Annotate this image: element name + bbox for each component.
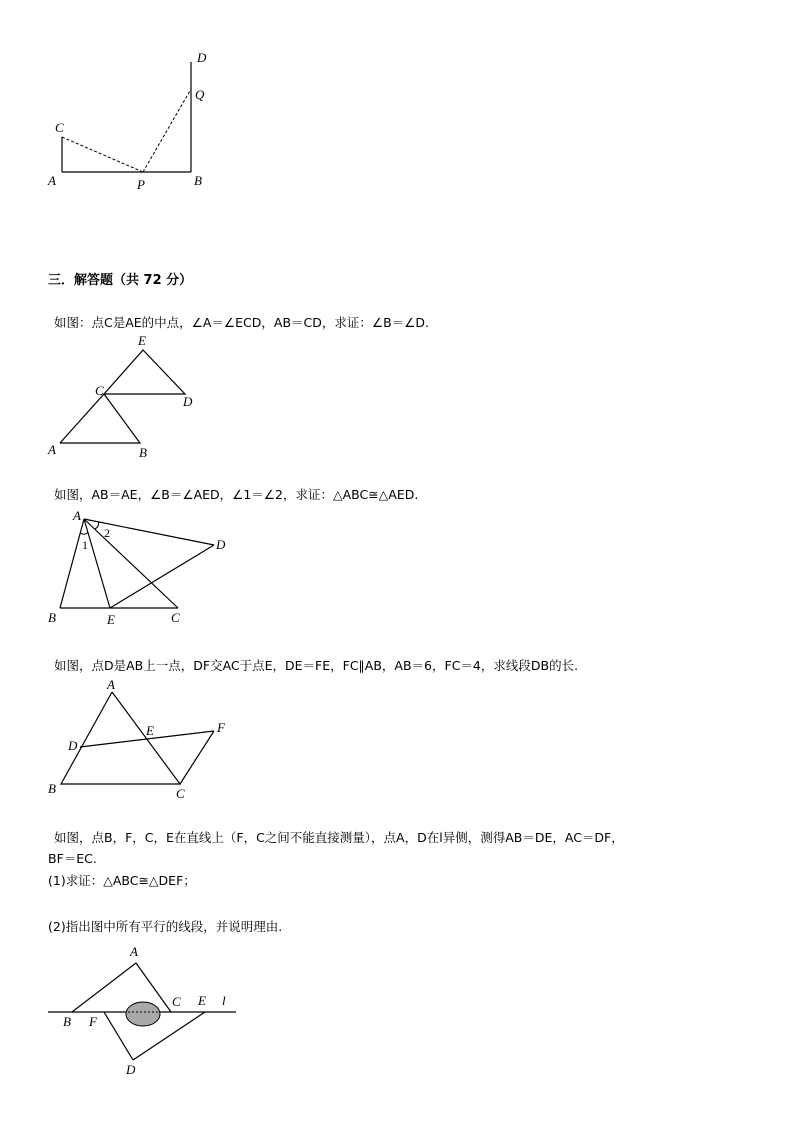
problem-3-text: 如图，点D是AB上一点，DF交AC于点E，DE＝FE，FC∥AB，AB＝6，FC＝4，求线段DB的长. <box>54 658 579 673</box>
obstacle-ellipse <box>126 1002 160 1026</box>
fig2-label-a: A <box>73 508 81 523</box>
fig1-label-b: B <box>139 445 147 460</box>
fig1-label-e: E <box>138 333 146 348</box>
fig0-label-b: B <box>194 173 202 188</box>
fig4-label-f: F <box>89 1014 97 1029</box>
fig3-label-e: E <box>146 723 154 738</box>
fig3-label-a: A <box>107 677 115 692</box>
fig2-label-1: 1 <box>82 538 88 552</box>
fig0-label-c: C <box>55 120 64 135</box>
fig0-label-q: Q <box>195 87 205 102</box>
fig1-label-d: D <box>183 394 193 409</box>
fig3-label-b: B <box>48 781 56 796</box>
fig4-label-e: E <box>198 993 206 1008</box>
fig3-label-f: F <box>217 720 225 735</box>
segment-ba <box>72 963 136 1012</box>
fig1-label-c: C <box>95 383 104 398</box>
fig3-label-d: D <box>68 738 78 753</box>
fig2-label-2: 2 <box>104 526 110 540</box>
fig4-label-l: l <box>222 993 226 1008</box>
problem-4-text-line2: BF＝EC. <box>48 851 97 866</box>
section-heading: 三．解答题（共 72 分） <box>48 273 193 288</box>
fig2-label-e: E <box>107 612 115 627</box>
fig0-label-d: D <box>197 50 207 65</box>
fig0-label-p: P <box>137 177 145 192</box>
fig4-label-c: C <box>172 994 181 1009</box>
problem-1-text: 如图：点C是AE的中点，∠A＝∠ECD，AB＝CD，求证：∠B＝∠D. <box>54 315 429 330</box>
fig4-label-a: A <box>130 944 138 959</box>
fig2-label-b: B <box>48 610 56 625</box>
problem-4-part-2: (2)指出图中所有平行的线段，并说明理由. <box>48 919 283 934</box>
fig2-label-c: C <box>171 610 180 625</box>
fig1-label-a: A <box>48 442 56 457</box>
problem-4-part-1: (1)求证：△ABC≅△DEF； <box>48 873 196 888</box>
problem-4-text-line1: 如图，点B，F，C，E在直线上（F，C之间不能直接测量），点A，D在l异侧，测得AB＝DE，AC＝DF， <box>54 830 624 845</box>
fig4-label-b: B <box>63 1014 71 1029</box>
fig0-label-a: A <box>48 173 56 188</box>
fig4-label-d: D <box>126 1062 136 1077</box>
fig3-label-c: C <box>176 786 185 801</box>
problem-2-text: 如图，AB＝AE，∠B＝∠AED，∠1＝∠2，求证：△ABC≅△AED. <box>54 487 419 502</box>
fig2-label-d: D <box>216 537 226 552</box>
